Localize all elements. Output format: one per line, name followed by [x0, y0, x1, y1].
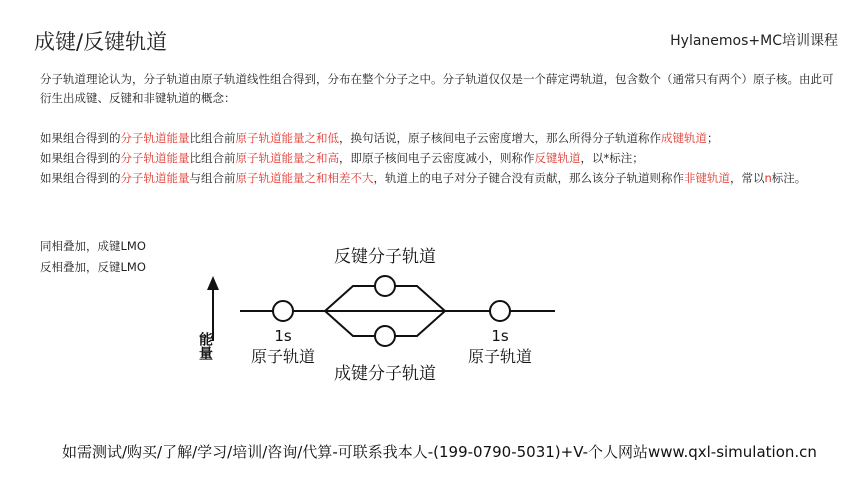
rule-highlight: 反键轨道: [534, 151, 581, 165]
rule-highlight: 分子轨道能量: [120, 131, 190, 145]
contact-footer: 如需测试/购买/了解/学习/培训/咨询/代算-可联系我本人-(199-0790-5031)+V-个人网站www.qxl-simulation.cn: [62, 443, 817, 461]
rule-text: 如果组合得到的: [40, 171, 121, 185]
antibonding-orbital-circle: [375, 276, 395, 296]
left-atomic-orbital-circle: [273, 301, 293, 321]
rule-text: 如果组合得到的: [40, 151, 121, 165]
rule-text: 如果组合得到的: [40, 131, 121, 145]
left-orbital-1s: 1s: [274, 327, 292, 345]
rule-text: 标注。: [771, 171, 807, 185]
bonding-label: 成键分子轨道: [334, 364, 436, 384]
intro-paragraph: 分子轨道理论认为，分子轨道由原子轨道线性组合得到，分布在整个分子之中。分子轨道仅仅是一个薛定谔轨道，包含数个（通常只有两个）原子核。由此可衍生出成键、反键和非键轨道的概念：: [40, 72, 834, 105]
rule-text: 与组合前: [189, 171, 236, 185]
rule-text: ；: [707, 131, 719, 145]
left-atomic-orbital-label: 原子轨道: [250, 347, 316, 366]
antibonding-label: 反键分子轨道: [334, 247, 436, 267]
rule-text: 比组合前: [189, 131, 236, 145]
course-brand: Hylanemos+MC培训课程: [670, 33, 838, 49]
rule-highlight: 原子轨道能量之和低: [235, 131, 339, 145]
rule-text: ，即原子核间电子云密度减小，则称作: [339, 151, 535, 165]
lmo-notes: [40, 236, 146, 278]
rule-bonding: [40, 128, 840, 148]
right-atomic-orbital-label: 原子轨道: [467, 347, 533, 366]
rule-text: 比组合前: [189, 151, 236, 165]
rule-highlight: 分子轨道能量: [120, 171, 190, 185]
rule-text: ，换句话说，原子核间电子云密度增大，那么所得分子轨道称作: [339, 131, 661, 145]
energy-axis-arrowhead: [207, 276, 219, 290]
rule-text: ，轨道上的电子对分子键合没有贡献，那么该分子轨道则称作: [373, 171, 684, 185]
page-title: 成键/反键轨道: [34, 30, 168, 54]
orbital-rules: [40, 128, 840, 188]
energy-axis-label: 能量: [197, 332, 213, 360]
rule-text: ，以*标注；: [580, 151, 644, 165]
rule-highlight: 非键轨道: [684, 171, 730, 185]
rule-highlight: 成键轨道: [661, 131, 707, 145]
bonding-orbital-circle: [375, 326, 395, 346]
lmo-bonding-note: 同相叠加，成键LMO: [40, 239, 146, 253]
right-orbital-1s: 1s: [491, 327, 509, 345]
rule-highlight: 原子轨道能量之和相差不大: [235, 171, 374, 185]
mo-energy-diagram: [195, 236, 615, 396]
rule-highlight: 原子轨道能量之和高: [235, 151, 339, 165]
rule-highlight: 分子轨道能量: [120, 151, 190, 165]
rule-nonbonding: [40, 168, 840, 188]
rule-highlight: n: [764, 171, 772, 185]
right-atomic-orbital-circle: [490, 301, 510, 321]
lmo-antibonding-note: 反相叠加，反键LMO: [40, 260, 146, 274]
rule-antibonding: [40, 148, 840, 168]
rule-text: ，常以: [730, 171, 765, 185]
